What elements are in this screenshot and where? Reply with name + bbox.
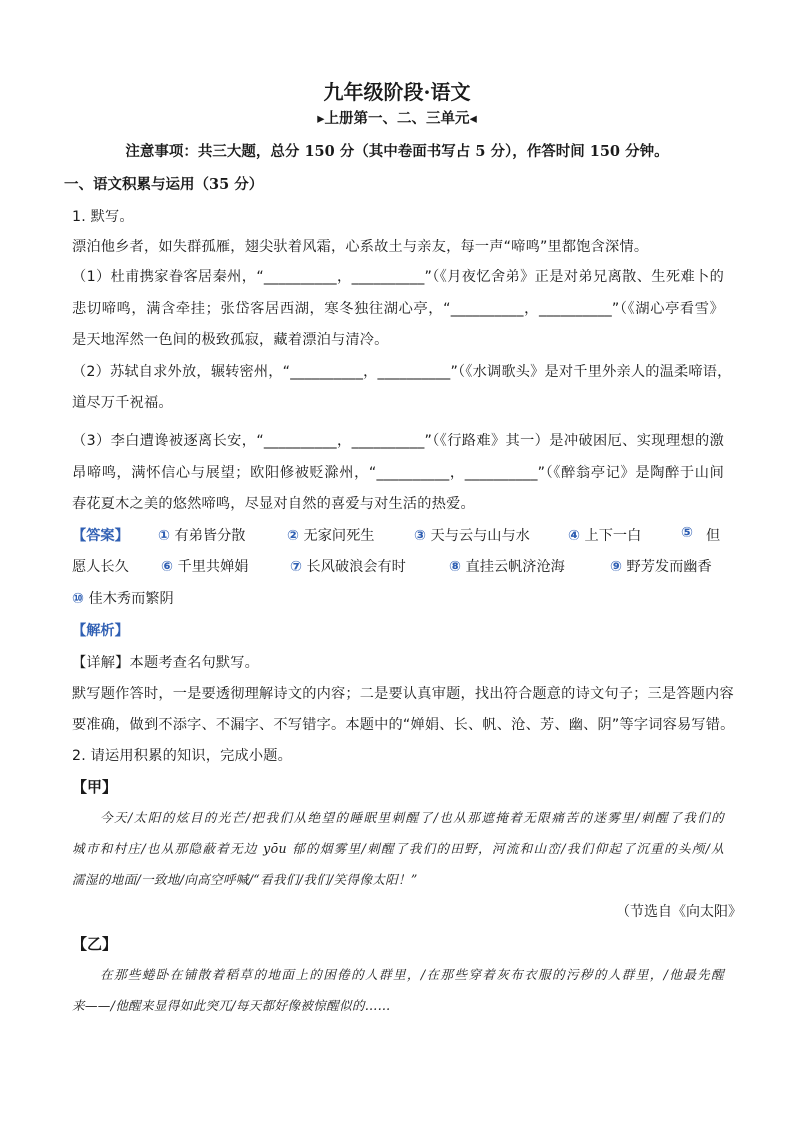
answer-text: 天与云与山与水 [430,528,530,544]
page-title: 九年级阶段·语文 [323,80,471,104]
yi-poem-line: 在那些蜷卧在铺散着稻草的地面上的困倦的人群里，/在那些穿着灰布衣服的污秽的人群里，/他最先醒 [100,967,724,982]
q1-line: 悲切啼鸣，满含牵挂；张岱客居西湖，寒冬独往湖心亭，“__________，__________”（《湖心亭看雪》 [72,301,724,317]
q1-line: 道尽万千祝福。 [72,395,173,411]
answer-number: ⑨ [610,559,623,575]
answer-item [72,588,174,608]
answer-text: 直挂云帆济沧海 [465,559,565,575]
answer-text: 无家问死生 [303,528,375,544]
answer-number: ⑦ [290,559,303,575]
answer-text: 佳木秀而繁阴 [88,591,174,607]
answer-text: 长风破浪会有时 [306,559,406,575]
answer-text: 有弟皆分散 [174,528,246,544]
answer-item [158,525,245,545]
answer-number: ③ [414,528,427,544]
yi-label: 【乙】 [72,935,118,953]
answer-item [610,556,712,576]
q1-line: （2）苏轼自求外放，辗转密州，“__________，__________”（《水调歌头》是对千里外亲人的温柔啼语， [72,364,732,380]
section-heading: 一、语文积累与运用（35 分） [64,176,264,193]
answer-number: ⑤ [681,525,694,541]
answer-number: ① [158,528,171,544]
answer-item [681,525,693,541]
question-1-label: 1. 默写。 [72,209,134,225]
answer-text: 千里共婵娟 [177,559,249,575]
question-2-label: 2. 请运用积累的知识，完成小题。 [72,748,293,764]
detail-line: 【详解】本题考查名句默写。 [72,655,260,671]
answer-item [161,556,248,576]
q1-line: 春花夏木之美的悠然啼鸣，尽显对自然的喜爱与对生活的热爱。 [72,496,475,512]
answer-item [449,556,565,576]
jia-poem-line: 濡湿的地面/一致地/向高空呼喊/“看我们/我们/笑得像太阳！” [72,872,418,887]
answer-item [414,525,530,545]
explain-line: 默写题作答时，一是要透彻理解诗文的内容；二是要认真审题，找出符合题意的诗文句子；三是答题内容 [72,686,734,702]
explain-line: 要准确，做到不添字、不漏字、不写错字。本题中的“婵娟、长、帆、沧、芳、幽、阴”等字词容易写错。 [72,717,735,733]
answer-label: 【答案】 [72,528,129,544]
answer-number: ④ [568,528,581,544]
exam-notice: 注意事项：共三大题，总分 150 分（其中卷面书写占 5 分），作答时间 150 分钟。 [125,143,669,160]
q1-line: 昂啼鸣，满怀信心与展望；欧阳修被贬滁州，“__________，__________”（《醉翁亭记》是陶醉于山间 [72,465,724,481]
jia-source: （节选自《向太阳》 [616,904,742,920]
answer-text-continued: 但 [706,528,721,544]
jia-poem-line: 城市和村庄/也从那隐蔽着无边 yōu 郁的烟雾里/刺醒了我们的田野，河流和山峦/我们仰起了沉重的头颅/从 [72,841,724,856]
answer-number: ⑧ [449,559,462,575]
answer-text: 野芳发而幽香 [626,559,712,575]
q1-line: （1）杜甫携家眷客居秦州，“__________，__________”（《月夜忆舍弟》正是对弟兄离散、生死难卜的 [72,269,724,285]
answer-text: 上下一白 [584,528,642,544]
answer-item [287,525,374,545]
answer-item [568,525,641,545]
answer-number: ⑥ [161,559,174,575]
q1-line: （3）李白遭谗被逐离长安，“__________，__________”（《行路难》其一）是冲破困厄、实现理想的激 [72,433,724,449]
page-subtitle: ▸上册第一、二、三单元◂ [317,110,477,127]
answer-number: ⑩ [72,591,85,607]
q1-line: 是天地浑然一色间的极致孤寂，藏着漂泊与清冷。 [72,332,389,348]
q1-intro-line: 漂泊他乡者，如失群孤雁，翅尖驮着风霜，心系故土与亲友，每一声“啼鸣”里都饱含深情。 [72,239,649,255]
answer-number: ② [287,528,300,544]
answer-text-continued: 愿人长久 [72,559,129,575]
yi-poem-line: 来——/他醒来显得如此突兀/每天都好像被惊醒似的…… [72,998,391,1013]
jia-poem-line: 今天/太阳的炫目的光芒/把我们从绝望的睡眠里刺醒了/也从那遮掩着无限痛苦的迷雾里/刺醒了我们的 [100,810,724,825]
jia-label: 【甲】 [72,778,118,796]
answer-item [290,556,406,576]
analysis-label: 【解析】 [72,623,129,639]
